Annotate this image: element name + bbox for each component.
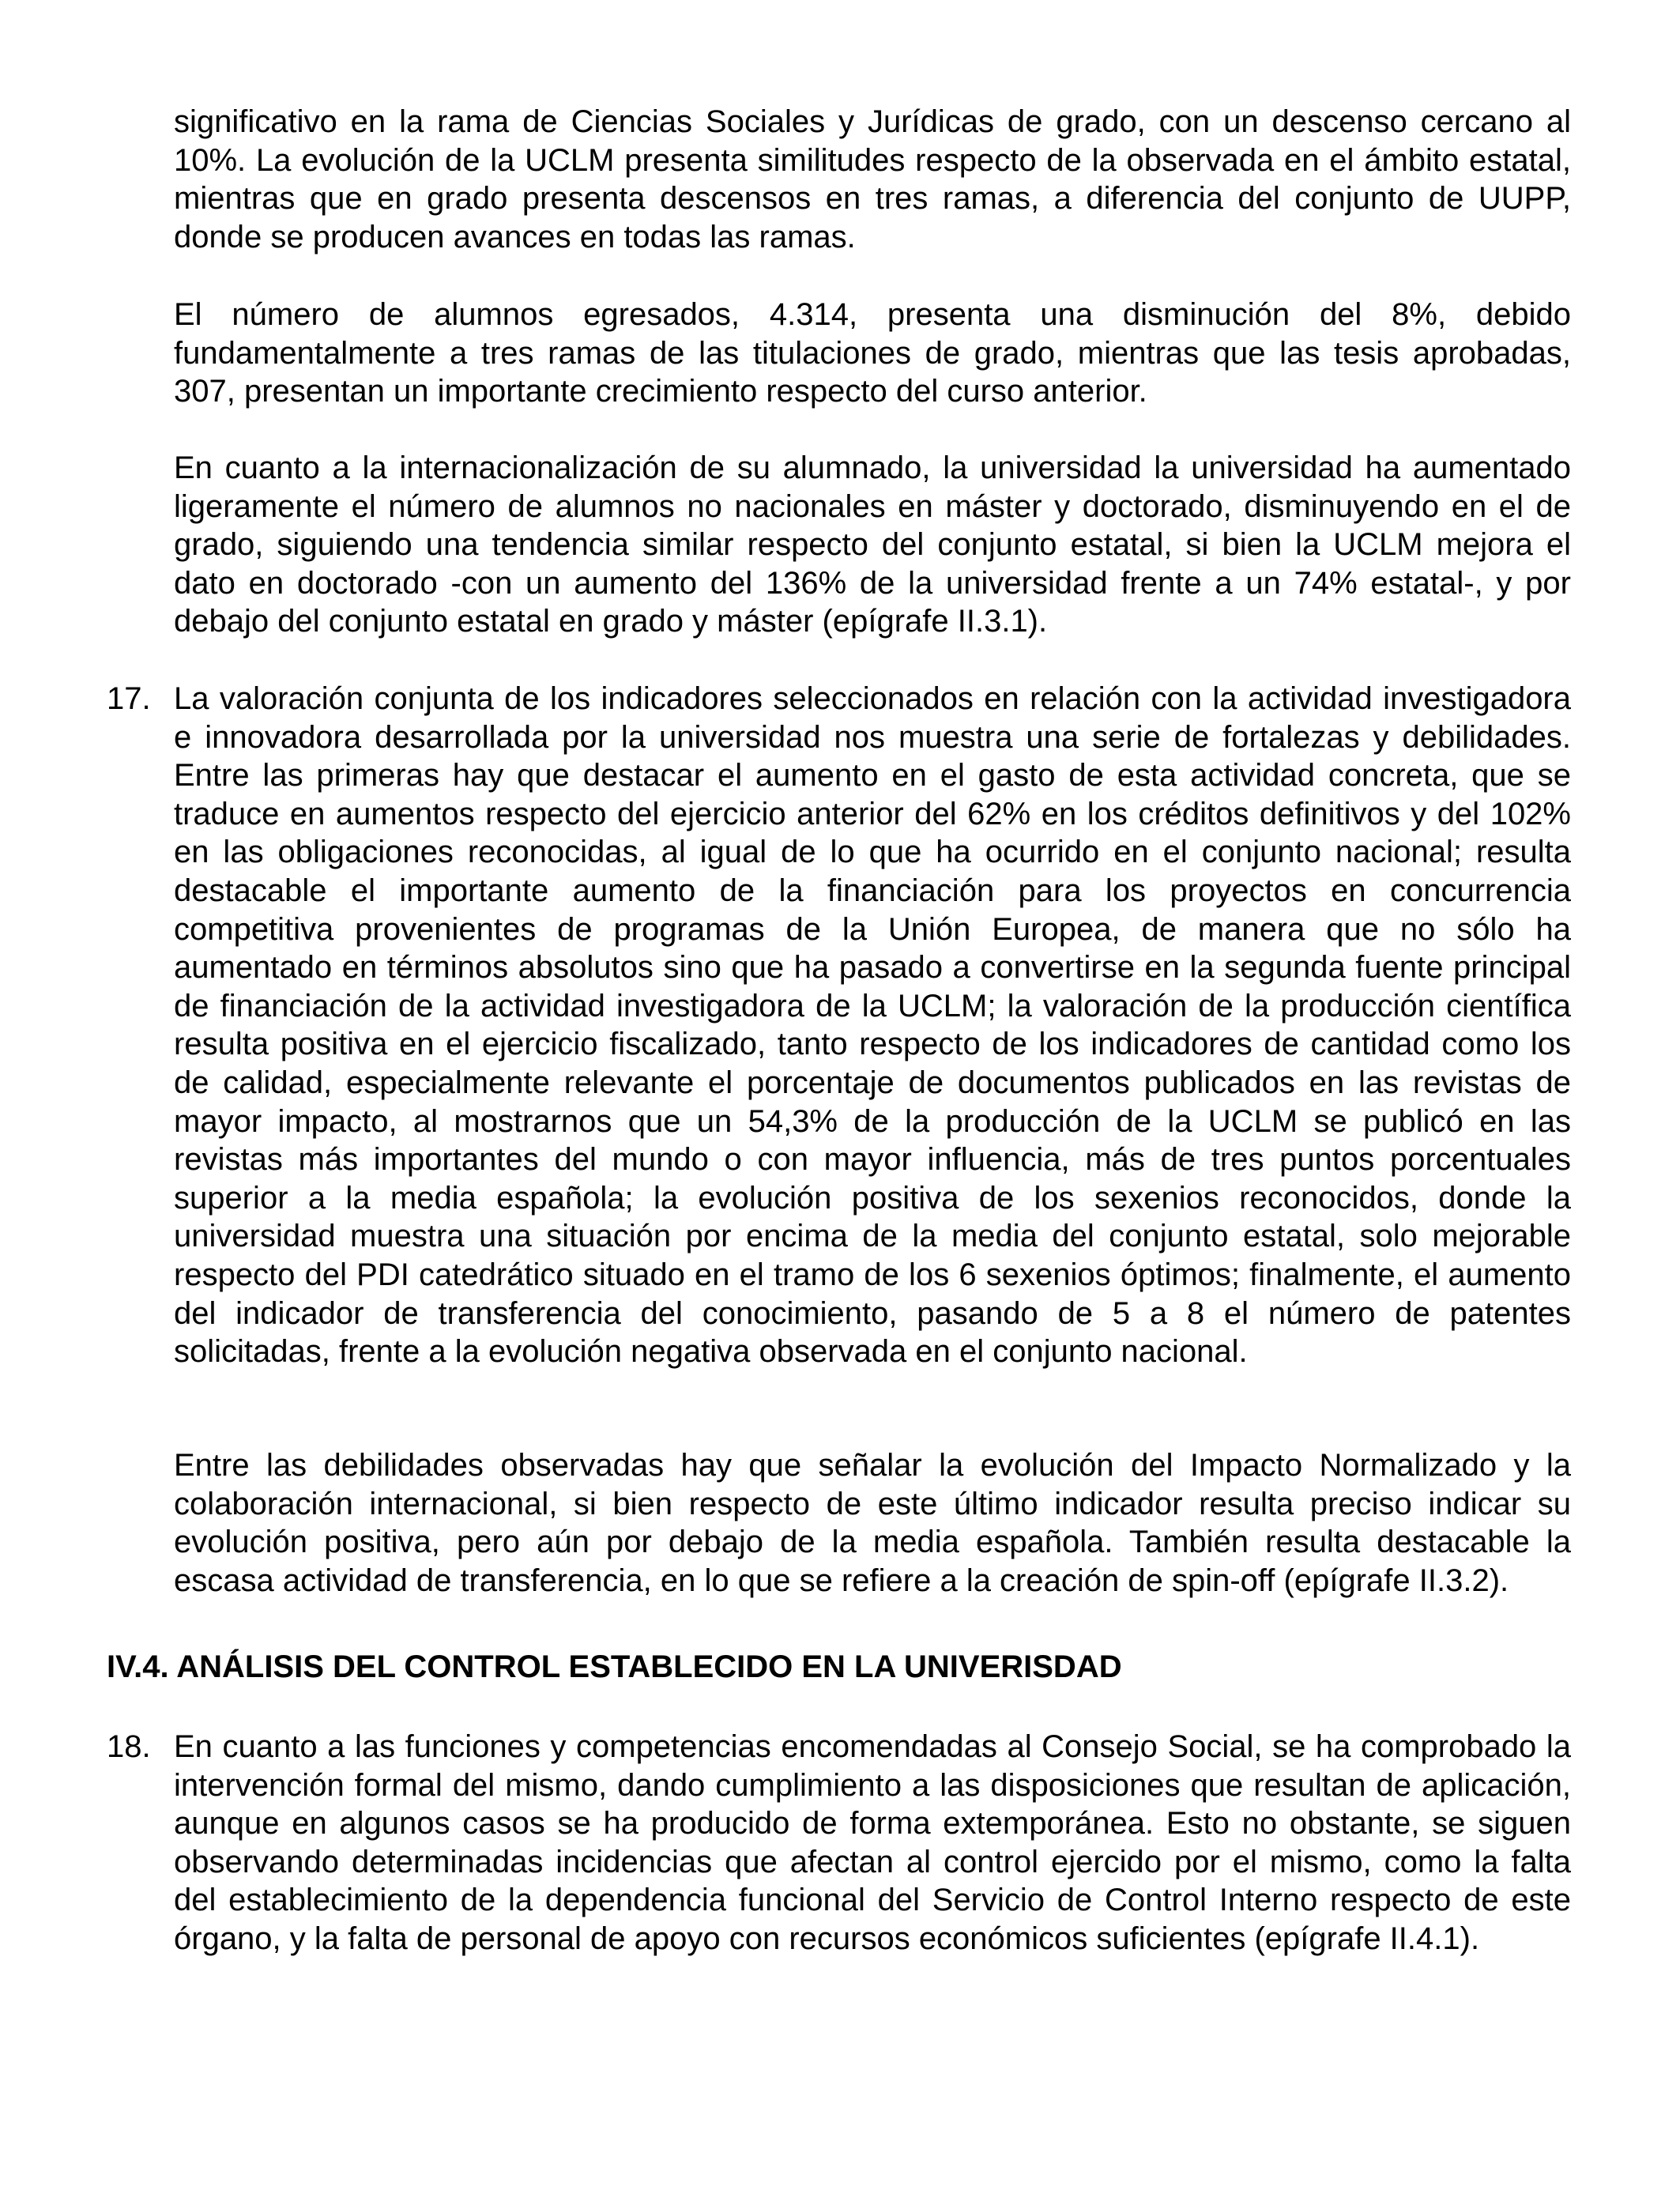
paragraph-graduates: El número de alumnos egresados, 4.314, presenta una disminución del 8%, debido fundamentalmente a tres ramas de las titulaciones de grado, mientras que las tesis aprobadas, 307, presentan un importante crecimiento respecto del curso anterior. [174, 297, 1571, 409]
paragraph-social-council: En cuanto a las funciones y competencias encomendadas al Consejo Social, se ha comprobado la intervención formal del mismo, dando cumplimiento a las disposiciones que resultan de aplicación, aunque en algunos casos se ha producido de forma extemporánea. Esto no obstante, se siguen observando determinadas incidencias que afectan al control ejercido por el mismo, como la falta del establecimiento de la dependencia funcional del Servicio de Control Interno respecto de este órgano, y la falta de personal de apoyo con recursos económicos suficientes (epígrafe II.4.1). [174, 1729, 1571, 1956]
paragraph-weaknesses: Entre las debilidades observadas hay que señalar la evolución del Impacto Normalizado y la colaboración internacional, si bien respecto de este último indicador resulta preciso indicar su evolución positiva, pero aún por debajo de la media española. También resulta destacable la escasa actividad de transferencia, en lo que se refiere a la creación de spin-off (epígrafe II.3.2). [174, 1448, 1571, 1598]
paragraph-number-18: 18. [107, 1729, 151, 1764]
paragraph-number-17: 17. [107, 681, 151, 716]
paragraph-research-assessment: La valoración conjunta de los indicadores seleccionados en relación con la actividad investigadora e innovadora desarrollada por la universidad nos muestra una serie de fortalezas y debilidades. Entre las primeras hay que destacar el aumento en el gasto de esta actividad concreta, que se traduce en aumentos respecto del ejercicio anterior del 62% en los créditos definitivos y del 102% en las obligaciones reconocidas, al igual de lo que ha ocurrido en el conjunto nacional; resulta destacable el importante aumento de la financiación para los proyectos en concurrencia competitiva provenientes de programas de la Unión Europea, de manera que no sólo ha aumentado en términos absolutos sino que ha pasado a convertirse en la segunda fuente principal de financiación de la actividad investigadora de la UCLM; la valoración de la producción científica resulta positiva en el ejercicio fiscalizado, tanto respecto de los indicadores de cantidad como los de calidad, especialmente relevante el porcentaje de documentos publicados en las revistas de mayor impacto, al mostrarnos que un 54,3% de la producción de la UCLM se publicó en las revistas más importantes del mundo o con mayor influencia, más de tres puntos porcentuales superior a la media española; la evolución positiva de los sexenios reconocidos, donde la universidad muestra una situación por encima de la media del conjunto estatal, solo mejorable respecto del PDI catedrático situado en el tramo de los 6 sexenios óptimos; finalmente, el aumento del indicador de transferencia del conocimiento, pasando de 5 a 8 el número de patentes solicitadas, frente a la evolución negativa observada en el conjunto nacional. [174, 681, 1571, 1370]
section-heading: IV.4. ANÁLISIS DEL CONTROL ESTABLECIDO EN LA UNIVERISDAD [107, 1649, 1122, 1684]
paragraph-continuation: significativo en la rama de Ciencias Sociales y Jurídicas de grado, con un descenso cercano al 10%. La evolución de la UCLM presenta similitudes respecto de la observada en el ámbito estatal, mientras que en grado presenta descensos en tres ramas, a diferencia del conjunto de UUPP, donde se producen avances en todas las ramas. [174, 104, 1571, 254]
paragraph-internationalization: En cuanto a la internacionalización de su alumnado, la universidad la universidad ha aumentado ligeramente el número de alumnos no nacionales en máster y doctorado, disminuyendo en el de grado, siguiendo una tendencia similar respecto del conjunto estatal, si bien la UCLM mejora el dato en doctorado -con un aumento del 136% de la universidad frente a un 74% estatal-, y por debajo del conjunto estatal en grado y máster (epígrafe II.3.1). [174, 450, 1571, 639]
